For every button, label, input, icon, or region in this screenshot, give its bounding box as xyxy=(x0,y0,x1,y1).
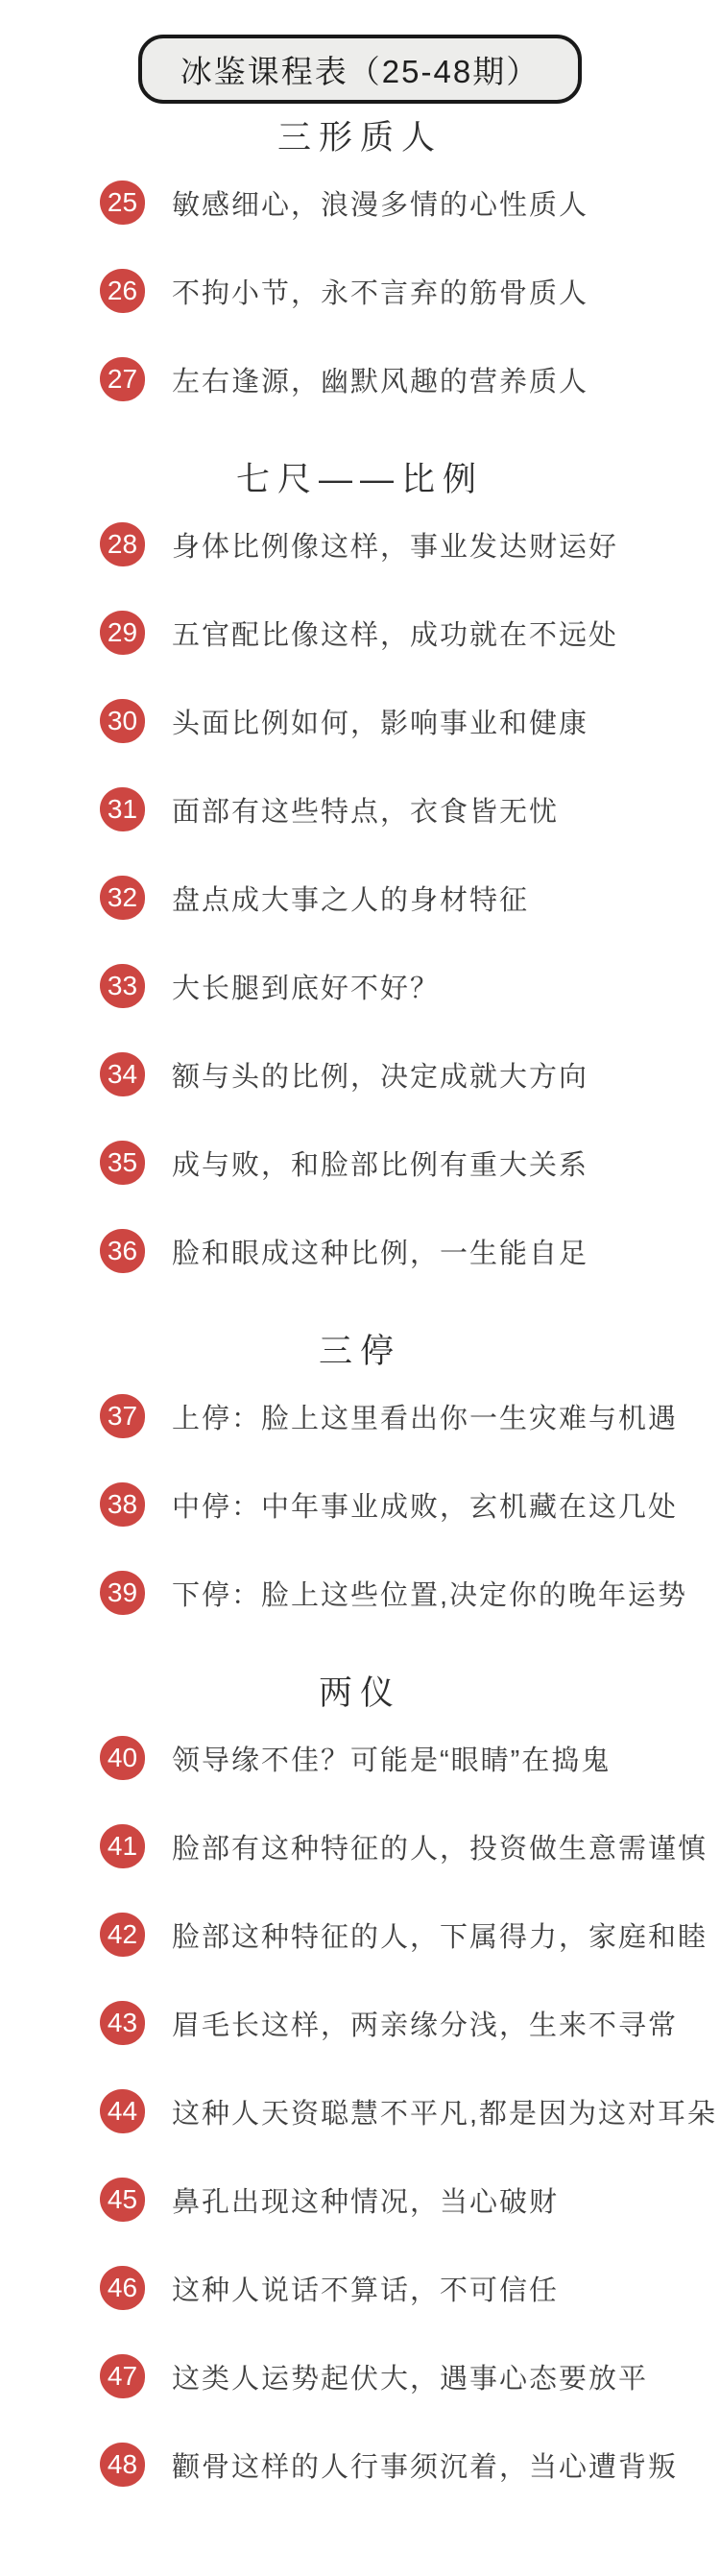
episode-number-badge: 30 xyxy=(100,699,145,743)
course-section xyxy=(0,1317,720,1615)
course-item xyxy=(100,2443,720,2487)
course-section xyxy=(0,445,720,1273)
course-item xyxy=(100,1913,720,1957)
course-item xyxy=(100,1482,720,1527)
course-item-title: 脸和眼成这种比例，一生能自足 xyxy=(172,1238,589,1269)
episode-number-badge: 31 xyxy=(100,787,145,831)
course-item xyxy=(100,1394,720,1438)
course-item-title: 左右逢源，幽默风趣的营养质人 xyxy=(172,366,589,397)
course-item-title: 下停：脸上这些位置,决定你的晚年运势 xyxy=(172,1579,688,1611)
course-item-title: 面部有这些特点，衣食皆无忧 xyxy=(172,796,560,828)
episode-number-badge: 39 xyxy=(100,1571,145,1615)
episode-number-badge: 48 xyxy=(100,2443,145,2487)
title-badge xyxy=(138,35,582,104)
course-item-title: 颧骨这样的人行事须沉着，当心遭背叛 xyxy=(172,2451,679,2483)
course-item xyxy=(100,2089,720,2133)
course-section xyxy=(0,104,720,401)
episode-number-badge: 38 xyxy=(100,1482,145,1527)
course-item-title: 成与败，和脸部比例有重大关系 xyxy=(172,1149,589,1181)
page-title: 冰鉴课程表（25-48期） xyxy=(180,53,540,89)
course-item xyxy=(100,611,720,655)
episode-number-badge: 26 xyxy=(100,269,145,313)
course-item xyxy=(100,181,720,225)
course-item xyxy=(100,2266,720,2310)
course-item xyxy=(100,1571,720,1615)
course-item xyxy=(100,699,720,743)
section-header: 七尺——比例 xyxy=(235,461,484,498)
episode-number-badge: 47 xyxy=(100,2354,145,2398)
episode-number-badge: 46 xyxy=(100,2266,145,2310)
course-item-title: 这种人说话不算话，不可信任 xyxy=(172,2275,560,2306)
episode-number-badge: 28 xyxy=(100,522,145,566)
course-item xyxy=(100,269,720,313)
course-item xyxy=(100,522,720,566)
episode-number-badge: 44 xyxy=(100,2089,145,2133)
course-item xyxy=(100,1141,720,1185)
episode-number-badge: 25 xyxy=(100,181,145,225)
course-item-title: 身体比例像这样，事业发达财运好 xyxy=(172,531,619,563)
course-item-title: 五官配比像这样，成功就在不远处 xyxy=(172,619,619,651)
course-item-title: 上停：脸上这里看出你一生灾难与机遇 xyxy=(172,1403,679,1434)
episode-number-badge: 42 xyxy=(100,1913,145,1957)
episode-number-badge: 34 xyxy=(100,1052,145,1096)
episode-number-badge: 35 xyxy=(100,1141,145,1185)
course-item-title: 脸部这种特征的人，下属得力，家庭和睦 xyxy=(172,1921,708,1953)
course-item xyxy=(100,2354,720,2398)
course-item xyxy=(100,1229,720,1273)
episode-number-badge: 37 xyxy=(100,1394,145,1438)
section-header: 三停 xyxy=(318,1333,401,1370)
section-header: 两仪 xyxy=(318,1674,401,1712)
course-item xyxy=(100,2001,720,2045)
section-header: 三形质人 xyxy=(276,119,443,156)
course-item-title: 眉毛长这样，两亲缘分浅，生来不寻常 xyxy=(172,2010,679,2041)
course-item xyxy=(100,2178,720,2222)
episode-number-badge: 45 xyxy=(100,2178,145,2222)
episode-number-badge: 41 xyxy=(100,1824,145,1868)
course-item-title: 不拘小节，永不言弃的筋骨质人 xyxy=(172,277,589,309)
course-item xyxy=(100,1824,720,1868)
course-section xyxy=(0,1659,720,2487)
episode-number-badge: 29 xyxy=(100,611,145,655)
course-item-title: 额与头的比例，决定成就大方向 xyxy=(172,1061,589,1093)
episode-number-badge: 43 xyxy=(100,2001,145,2045)
episode-number-badge: 27 xyxy=(100,357,145,401)
episode-number-badge: 40 xyxy=(100,1736,145,1780)
course-item-title: 这类人运势起伏大，遇事心态要放平 xyxy=(172,2363,649,2395)
course-item xyxy=(100,964,720,1008)
episode-number-badge: 33 xyxy=(100,964,145,1008)
course-item-title: 头面比例如何，影响事业和健康 xyxy=(172,708,589,739)
course-item-title: 领导缘不佳？可能是“眼睛”在捣鬼 xyxy=(172,1745,612,1776)
course-item-title: 中停：中年事业成败，玄机藏在这几处 xyxy=(172,1491,679,1523)
course-item xyxy=(100,876,720,920)
course-item-title: 盘点成大事之人的身材特征 xyxy=(172,884,530,916)
episode-number-badge: 32 xyxy=(100,876,145,920)
course-item xyxy=(100,1736,720,1780)
course-item-title: 鼻孔出现这种情况，当心破财 xyxy=(172,2186,560,2218)
course-item-title: 脸部有这种特征的人，投资做生意需谨慎 xyxy=(172,1833,708,1865)
episode-number-badge: 36 xyxy=(100,1229,145,1273)
course-item-title: 敏感细心，浪漫多情的心性质人 xyxy=(172,189,589,221)
course-item-title: 大长腿到底好不好？ xyxy=(172,973,441,1004)
course-item xyxy=(100,357,720,401)
course-item xyxy=(100,1052,720,1096)
course-item-title: 这种人天资聪慧不平凡,都是因为这对耳朵 xyxy=(172,2098,718,2130)
course-item xyxy=(100,787,720,831)
course-list xyxy=(0,104,720,2487)
